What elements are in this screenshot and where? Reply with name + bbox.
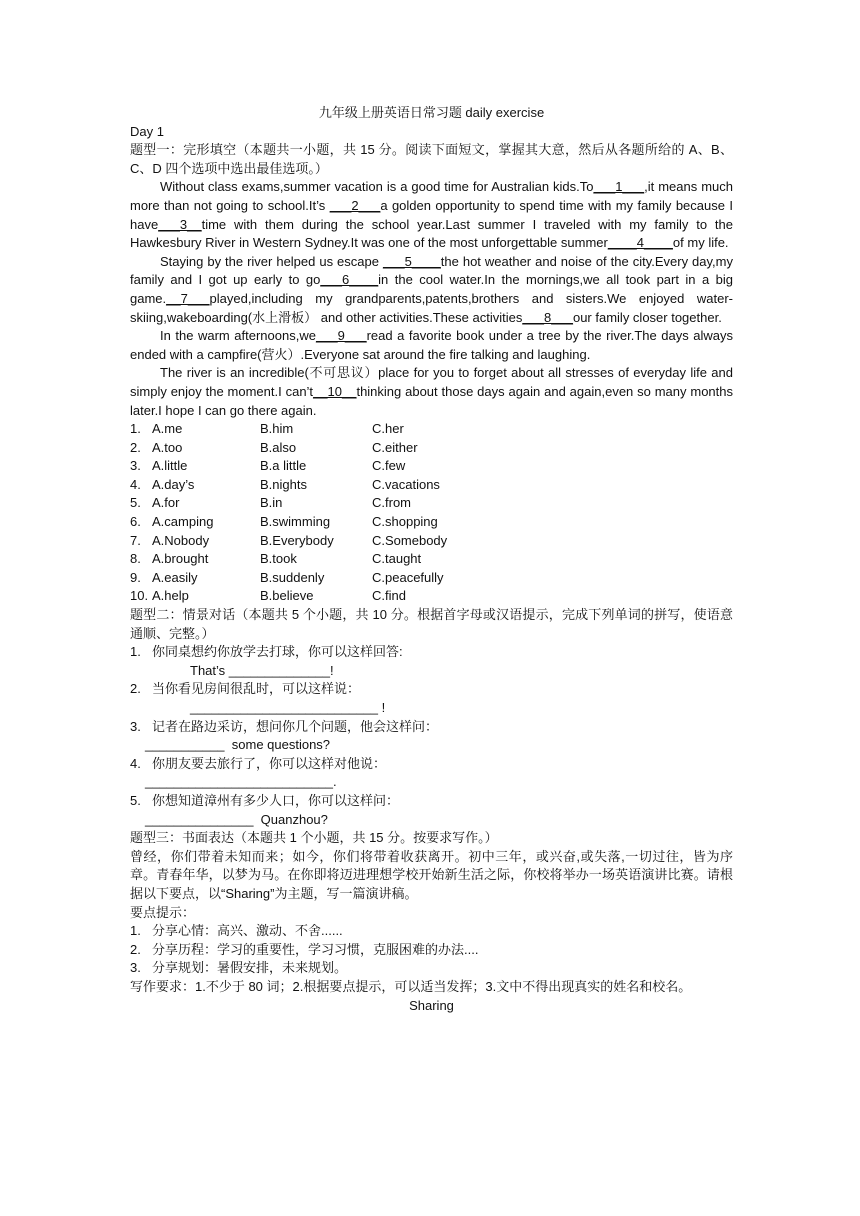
option-c: C.taught — [372, 551, 422, 567]
blank-5: ___5____ — [382, 253, 441, 269]
answer-line: ___________ some questions? — [145, 737, 331, 753]
option-b: B.him — [260, 421, 294, 437]
option-a: A.camping — [152, 514, 214, 530]
option-row: 5. A.for B.in C.from — [130, 494, 733, 513]
blank-2: ___2___ — [329, 197, 381, 213]
blank-1: ___1___ — [593, 179, 645, 195]
worksheet-page — [130, 104, 733, 1015]
section3-heading: 题型三：书面表达（本题共 1 个小题，共 15 分。按要求写作。） — [130, 830, 498, 846]
dialogue-item: 4. 你朋友要去旅行了，你可以这样对他说： __________________________. — [130, 755, 733, 792]
option-row: 6. A.camping B.swimming C.shopping — [130, 513, 733, 532]
option-row: 8. A.brought B.took C.taught — [130, 550, 733, 569]
option-b: B.in — [260, 495, 283, 511]
option-a: A.little — [152, 458, 188, 474]
day-label: Day 1 — [130, 123, 164, 139]
option-a: A.Nobody — [152, 532, 210, 548]
option-b: B.suddenly — [260, 569, 325, 585]
dialogue-question: 记者在路边采访，想问你几个问题，他会这样问： — [152, 718, 439, 734]
answer-line: That’s ______________! — [190, 662, 334, 678]
option-row: 10. A.help B.believe C.find — [130, 587, 733, 606]
option-a: A.easily — [152, 569, 198, 585]
option-a: A.me — [152, 421, 183, 437]
option-b: B.a little — [260, 458, 307, 474]
option-a: A.too — [152, 439, 183, 455]
blank-4: ____4____ — [607, 235, 673, 251]
point-item: 2. 分享历程：学习的重要性，学习习惯，克服困难的办法.... — [130, 941, 479, 957]
option-b: B.nights — [260, 476, 307, 492]
answer-line: __________________________ ! — [190, 700, 386, 715]
blank-6: ___6____ — [320, 272, 379, 288]
option-b: B.believe — [260, 588, 314, 604]
option-b: B.also — [260, 439, 297, 455]
option-a: A.help — [152, 588, 189, 604]
blank-3: ___3__ — [158, 216, 202, 232]
dialogue-question: 当你看见房间很乱时，可以这样说： — [152, 681, 361, 697]
writing-intro: 曾经，你们带着未知而来；如今，你们将带着收获离开。初中三年，或兴奋,或失落,一切过往，皆为序章。青春年华，以梦为马。在你即将迈进理想学校开始新生活之际，你校将举办一场英语演讲比赛。请根据以下要点，以“Sharing”为主题，写一篇演讲稿。 — [130, 848, 733, 901]
section2-heading: 题型二：情景对话（本题共 5 个小题，共 10 分。根据首字母或汉语提示，完成下列单词的拼写，使语意通顺、完整。） — [130, 607, 733, 641]
blank-9: ___9___ — [315, 328, 367, 344]
section1-heading: 题型一：完形填空（本题共一小题，共 15 分。阅读下面短文，掌握其大意，然后从各题所给的 A、B、C、D 四个选项中选出最佳选项。） — [130, 142, 733, 176]
dialogue-item: 5. 你想知道漳州有多少人口，你可以这样问： _______________ Quanzhou? — [130, 792, 733, 829]
option-c: C.peacefully — [372, 569, 444, 585]
option-c: C.find — [372, 588, 406, 604]
writing-requirements: 写作要求：1.不少于 80 词；2.根据要点提示，可以适当发挥；3.文中不得出现真实的姓名和校名。 — [130, 978, 692, 994]
points-label: 要点提示： — [130, 904, 196, 920]
option-b: B.Everybody — [260, 532, 334, 548]
blank-10: __10__ — [313, 383, 357, 399]
option-a: A.day’s — [152, 476, 195, 492]
option-b: B.took — [260, 551, 297, 567]
dialogue-item: 1. 你同桌想约你放学去打球，你可以这样回答: That’s ______________! — [130, 643, 733, 680]
option-c: C.vacations — [372, 476, 440, 492]
dialogue-item: 2. 当你看见房间很乱时，可以这样说： __________________________ ! — [130, 680, 733, 717]
option-c: C.either — [372, 439, 418, 455]
passage-paragraph-2: Staying by the river helped us escape ___5____the hot weather and noise of the city.Every day,my family and I got up early to go___6____in the cool water.In the mornings,we all took part in a big game.__7___played,including my grandparents,patents,brothers and sisters.We enjoyed water-skiing,wakeboarding(水上滑板） and other activities.These activities___8___our family closer together. — [130, 253, 733, 325]
options-list — [130, 420, 733, 606]
dialogue-item: 3. 记者在路边采访，想问你几个问题，他会这样问： ___________ some questions? — [130, 718, 733, 755]
passage-paragraph-4: The river is an incredible(不可思议）place for you to forget about all stresses of everyday life and simply enjoy the moment.I can’t__10__thinking about those days again and again,even so many months later.I hope I can go there again. — [130, 365, 734, 418]
dialogue-question: 你同桌想约你放学去打球，你可以这样回答: — [152, 644, 403, 660]
option-c: C.shopping — [372, 514, 438, 530]
essay-title: Sharing — [409, 997, 454, 1013]
point-item: 1. 分享心情：高兴、激动、不舍...... — [130, 923, 343, 939]
option-a: A.for — [152, 495, 180, 511]
option-c: C.Somebody — [372, 532, 448, 548]
page-title: 九年级上册英语日常习题 daily exercise — [318, 105, 545, 120]
option-c: C.few — [372, 458, 406, 474]
answer-line: __________________________. — [145, 774, 337, 790]
passage-paragraph-3: In the warm afternoons,we___9___read a favorite book under a tree by the river.The days always ended with a campfire(营火）.Everyone sat around the fire talking and laughing. — [130, 328, 733, 362]
option-a: A.brought — [152, 551, 209, 567]
option-row: 7. A.Nobody B.Everybody C.Somebody — [130, 532, 733, 551]
passage-paragraph-1: Without class exams,summer vacation is a good time for Australian kids.To___1___,it means much more than not going to school.It’s ___2___a golden opportunity to spend time with my family because I have___3__time with them during the school year.Last summer I traveled with my family to the Hawkesbury River in Western Sydney.It was one of the most unforgettable summer____4____of my life. — [130, 179, 733, 251]
option-row: 2. A.too B.also C.either — [130, 439, 733, 458]
option-row: 1. A.me B.him C.her — [130, 420, 733, 439]
option-row: 9. A.easily B.suddenly C.peacefully — [130, 569, 733, 588]
option-row: 4. A.day’s B.nights C.vacations — [130, 476, 733, 495]
dialogue-question: 你朋友要去旅行了，你可以这样对他说： — [152, 755, 387, 771]
dialogue-question: 你想知道漳州有多少人口，你可以这样问： — [152, 792, 400, 808]
option-row: 3. A.little B.a little C.few — [130, 457, 733, 476]
option-c: C.her — [372, 421, 404, 437]
blank-8: ___8___ — [522, 309, 573, 325]
point-item: 3. 分享规划：暑假安排，未来规划。 — [130, 960, 348, 976]
blank-7: __7___ — [166, 290, 210, 306]
option-b: B.swimming — [260, 514, 331, 530]
option-c: C.from — [372, 495, 411, 511]
answer-line: _______________ Quanzhou? — [145, 811, 328, 827]
